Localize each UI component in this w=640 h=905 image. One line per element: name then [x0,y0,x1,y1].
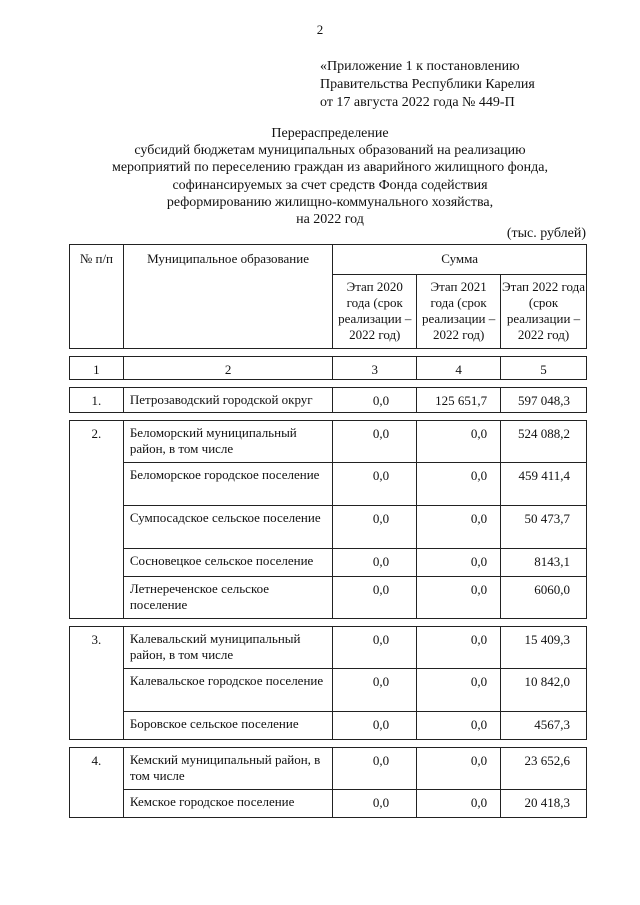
row-num [70,549,124,577]
table-row [70,421,587,463]
row-num [70,790,124,818]
row-v2021: 0,0 [417,506,501,549]
row-v2020: 0,0 [333,627,417,669]
row-v2022: 597 048,3 [501,388,587,413]
row-num [70,712,124,740]
row-num [70,506,124,549]
row-v2022: 4567,3 [501,712,587,740]
title-line-2: субсидий бюджетам муниципальных образований на реализацию [134,143,526,159]
header-num: № п/п [70,245,124,349]
row-name: Беломорский муниципальный район, в том числе [123,421,332,463]
page-number: 2 [316,22,324,37]
row-v2020: 0,0 [333,577,417,619]
row-v2020: 0,0 [333,463,417,506]
header-stage-2022: Этап 2022 года (срок реализации – 2022 год) [501,275,587,349]
row-v2020: 0,0 [333,669,417,712]
title-line-3: мероприятий по переселению граждан из аварийного жилищного фонда, [111,160,549,176]
row-v2021: 0,0 [417,712,501,740]
row-v2020: 0,0 [333,388,417,413]
row-name: Беломорское городское поселение [123,463,332,506]
table-row [70,748,587,790]
colnum-3: 3 [333,357,417,380]
row-name: Калевальское городское поселение [123,669,332,712]
row-num: 1. [70,388,124,413]
row-v2021: 0,0 [417,463,501,506]
row-v2020: 0,0 [333,790,417,818]
row-name: Летнереченское сельское поселение [123,577,332,619]
row-name: Калевальский муниципальный район, в том числе [123,627,332,669]
row-num [70,669,124,712]
row-name: Сумпосадское сельское поселение [123,506,332,549]
row-v2021: 0,0 [417,790,501,818]
row-v2020: 0,0 [333,506,417,549]
row-name: Петрозаводский городской округ [123,388,332,413]
table-row [70,712,587,740]
colnum-2: 2 [123,357,332,380]
row-v2020: 0,0 [333,748,417,790]
title-line-1: Перераспределение [271,126,389,141]
table-row [70,549,587,577]
row-v2022: 8143,1 [501,549,587,577]
header-stage-2020: Этап 2020 года (срок реализации – 2022 год) [333,275,417,349]
row-v2021: 0,0 [417,421,501,463]
row-v2022: 20 418,3 [501,790,587,818]
document-title [70,125,590,228]
units-label: (тыс. рублей) [506,226,586,241]
row-name: Кемский муниципальный район, в том числе [123,748,332,790]
table-row [70,463,587,506]
colnum-4: 4 [417,357,501,380]
table-row [70,577,587,619]
row-v2021: 125 651,7 [417,388,501,413]
table-row [70,627,587,669]
row-v2020: 0,0 [333,549,417,577]
colnum-5: 5 [501,357,587,380]
title-line-4: софинансируемых за счет средств Фонда содействия [172,177,488,193]
row-num [70,463,124,506]
row-v2020: 0,0 [333,712,417,740]
header-stage-2021: Этап 2021 года (срок реализации – 2022 год) [417,275,501,349]
row-v2022: 524 088,2 [501,421,587,463]
row-v2021: 0,0 [417,549,501,577]
subsidy-table [69,244,587,818]
row-v2020: 0,0 [333,421,417,463]
annex-reference [320,58,535,112]
annex-line-3: от 17 августа 2022 года № 449-П [320,95,515,110]
row-num [70,577,124,619]
title-line-6: на 2022 год [296,212,364,228]
table-row [70,669,587,712]
title-line-5: реформированию жилищно-коммунального хозяйства, [166,194,494,210]
row-v2021: 0,0 [417,627,501,669]
row-name: Боровское сельское поселение [123,712,332,740]
row-v2022: 23 652,6 [501,748,587,790]
table-row [70,790,587,818]
row-name: Кемское городское поселение [123,790,332,818]
header-municipality: Муниципальное образование [123,245,332,349]
row-v2021: 0,0 [417,577,501,619]
header-sum: Сумма [333,245,587,275]
table-row [70,388,587,413]
row-num: 3. [70,627,124,669]
row-v2022: 6060,0 [501,577,587,619]
row-v2021: 0,0 [417,669,501,712]
row-num: 2. [70,421,124,463]
row-name: Сосновецкое сельское поселение [123,549,332,577]
row-v2022: 459 411,4 [501,463,587,506]
row-num: 4. [70,748,124,790]
annex-line-1: «Приложение 1 к постановлению [320,59,520,74]
row-v2022: 15 409,3 [501,627,587,669]
annex-line-2: Правительства Республики Карелия [320,77,535,92]
table-row [70,506,587,549]
row-v2022: 10 842,0 [501,669,587,712]
colnum-1: 1 [70,357,124,380]
row-v2022: 50 473,7 [501,506,587,549]
row-v2021: 0,0 [417,748,501,790]
